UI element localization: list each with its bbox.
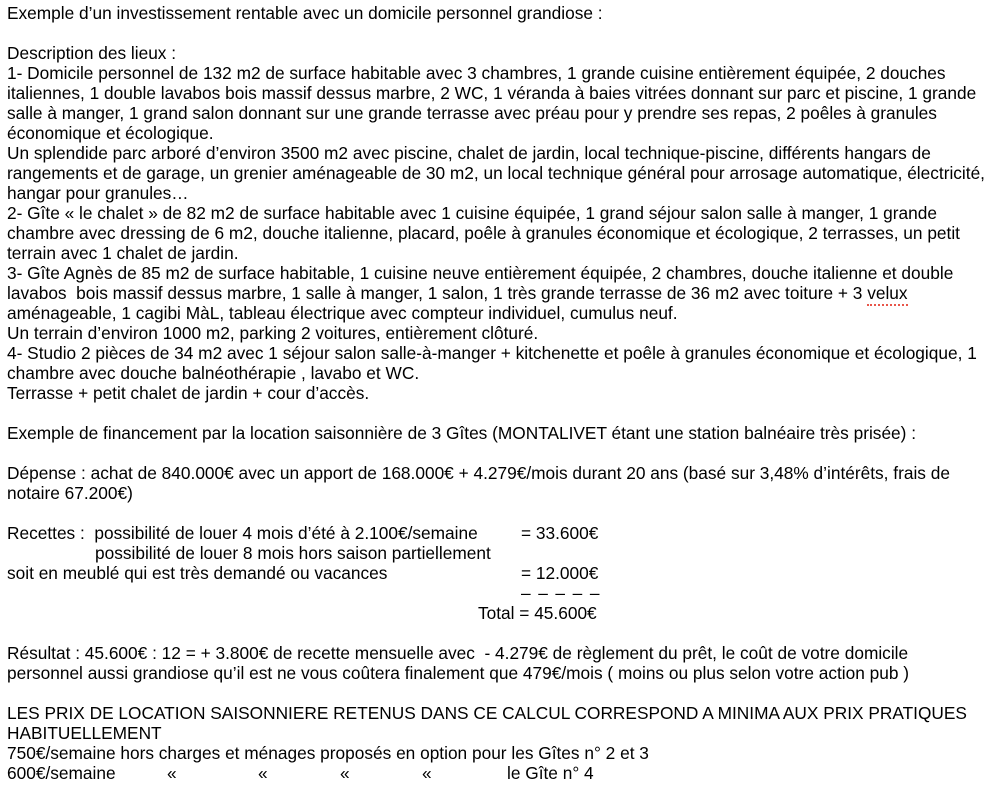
description-line: terrain avec 1 chalet de jardin. <box>7 243 239 263</box>
recettes-total-row <box>7 603 987 623</box>
financing-intro-line: Exemple de financement par la location saisonnière de 3 Gîtes (MONTALIVET étant une station balnéaire très prisée) : <box>7 423 917 443</box>
prices-caps-line: HABITUELLEMENT <box>7 723 162 743</box>
recettes-row1-label: Recettes : possibilité de louer 4 mois d’été à 2.100€/semaine <box>7 523 478 543</box>
recettes-row3-amount: = 12.000€ <box>521 563 599 583</box>
description-line: hangar pour granules… <box>7 183 189 203</box>
blank-line <box>7 503 987 523</box>
price-line-750: 750€/semaine hors charges et ménages proposés en option pour les Gîtes n° 2 et 3 <box>7 743 649 763</box>
recettes-row-3 <box>7 563 987 583</box>
description-line: chambre avec dressing de 6 m2, douche italienne, placard, poêle à granules économique et écologique, 2 terrasses, un petit <box>7 223 960 243</box>
price-line-600 <box>7 763 987 783</box>
recettes-row3-label: soit en meublé qui est très demandé ou vacances <box>7 563 388 583</box>
blank-line <box>7 443 987 463</box>
resultat-line: Résultat : 45.600€ : 12 = + 3.800€ de recette mensuelle avec - 4.279€ de règlement du prêt, le coût de votre domicile <box>7 643 909 663</box>
blank-line <box>7 623 987 643</box>
ditto-mark: « <box>340 763 350 783</box>
description-line: chambre avec douche balnéothérapie , lavabo et WC. <box>7 363 420 383</box>
blank-line <box>7 683 987 703</box>
ditto-mark: « <box>258 763 268 783</box>
recettes-total: Total = 45.600€ <box>478 603 597 623</box>
price-600-suffix: le Gîte n° 4 <box>507 763 594 783</box>
separator-dashes: – – – – – <box>521 583 601 603</box>
velux-line-text: lavabos bois massif dessus marbre, 1 salle à manger, 1 salon, 1 très grande terrasse de 36 m2 avec toiture + 3 <box>7 283 868 303</box>
description-line: 2- Gîte « le chalet » de 82 m2 de surface habitable avec 1 cuisine équipée, 1 grand séjour salon salle à manger, 1 grande <box>7 203 937 223</box>
recettes-row1-amount: = 33.600€ <box>521 523 599 543</box>
description-line: économique et écologique. <box>7 123 214 143</box>
description-line: 1- Domicile personnel de 132 m2 de surface habitable avec 3 chambres, 1 grande cuisine entièrement équipée, 2 douches <box>7 63 946 83</box>
prices-caps-line: LES PRIX DE LOCATION SAISONNIERE RETENUS DANS CE CALCUL CORRESPOND A MINIMA AUX PRIX PRATIQUES <box>7 703 967 723</box>
description-line: salle à manger, 1 grand salon donnant sur une grande terrasse avec préau pour y prendre ses repas, 2 poêles à granules <box>7 103 937 123</box>
description-line: 4- Studio 2 pièces de 34 m2 avec 1 séjour salon salle-à-manger + kitchenette et poêle à granules économique et écologique, 1 <box>7 343 977 363</box>
price-600-prefix: 600€/semaine <box>7 763 116 783</box>
description-line: Un terrain d’environ 1000 m2, parking 2 voitures, entièrement clôturé. <box>7 323 539 343</box>
misspelled-word: velux <box>867 283 907 306</box>
recettes-row-2: possibilité de louer 8 mois hors saison partiellement <box>95 543 491 563</box>
recettes-row-1 <box>7 523 987 543</box>
ditto-mark: « <box>422 763 432 783</box>
description-line: Terrasse + petit chalet de jardin + cour d’accès. <box>7 383 370 403</box>
description-heading: Description des lieux : <box>7 43 177 63</box>
blank-line <box>7 23 987 43</box>
ditto-mark: « <box>167 763 177 783</box>
depense-line: Dépense : achat de 840.000€ avec un apport de 168.000€ + 4.279€/mois durant 20 ans (basé sur 3,48% d’intérêts, frais de <box>7 463 950 483</box>
description-line: 3- Gîte Agnès de 85 m2 de surface habitable, 1 cuisine neuve entièrement équipée, 2 chambres, douche italienne et double <box>7 263 954 283</box>
description-line-velux <box>7 283 987 303</box>
description-line: italiennes, 1 double lavabos bois massif dessus marbre, 2 WC, 1 véranda à baies vitrées donnant sur parc et piscine, 1 grande <box>7 83 977 103</box>
description-line: aménageable, 1 cagibi MàL, tableau électrique avec compteur individuel, cumulus neuf. <box>7 303 678 323</box>
intro-line: Exemple d’un investissement rentable avec un domicile personnel grandiose : <box>7 3 603 23</box>
description-line: Un splendide parc arboré d’environ 3500 m2 avec piscine, chalet de jardin, local technique-piscine, différents hangars de <box>7 143 931 163</box>
resultat-line: personnel aussi grandiose qu’il est ne vous coûtera finalement que 479€/mois ( moins ou plus selon votre action pub ) <box>7 663 910 683</box>
depense-line: notaire 67.200€) <box>7 483 133 503</box>
recettes-separator-row <box>7 583 987 603</box>
description-line: rangements et de garage, un grenier aménageable de 30 m2, un local technique général pour arrosage automatique, électricité, <box>7 163 985 183</box>
blank-line <box>7 403 987 423</box>
